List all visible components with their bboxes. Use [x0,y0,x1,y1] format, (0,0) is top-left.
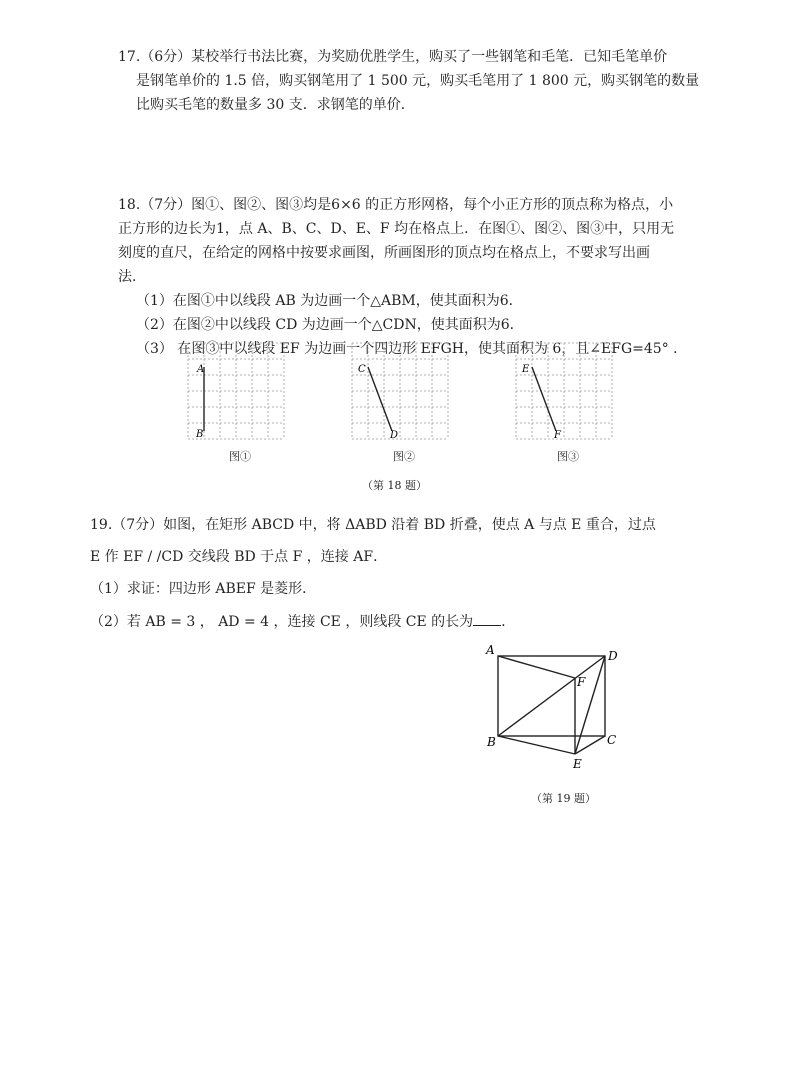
q18-sub-2: （2）在图②中以线段 CD 为边画一个△CDN，使其面积为6． [136,317,524,333]
segment-bd [498,656,605,736]
segment-ef [532,367,556,431]
q19-line-2: E 作 EF / /CD 交线段 BD 于点 F ，连接 AF． [90,549,388,565]
q19-line-1: 19.（7分）如图，在矩形 ABCD 中，将 ΔABD 沿着 BD 折叠，使点 A 与点 E 重合，过点 [90,517,656,533]
label-a: A [486,643,495,657]
q18-line-4: 法． [118,269,146,285]
q19-caption: （第 19 题） [531,792,596,805]
point-c-label: C [358,364,366,375]
point-d-label: D [390,430,399,441]
q17-line-1: 17.（6分）某校举行书法比赛，为奖励优胜学生，购买了一些钢笔和毛笔．已知毛笔单价 [118,49,668,65]
label-d: D [608,649,618,663]
segment-cd [368,367,392,431]
q19-part-1: （1）求证：四边形 ABEF 是菱形． [90,581,317,597]
q19-figure [478,636,628,776]
point-b-label: B [196,429,204,440]
q17-line-2: 是钢笔单价的 1.5 倍，购买钢笔用了 1 500 元，购买毛笔用了 1 800 元，购买钢笔的数量 [136,73,700,89]
q18-sub-3: （3） 在图③中以线段 EF 为边画一个四边形 EFGH，使其面积为 6，且∠EFG=45° ． [136,341,688,357]
point-e-label: E [522,364,530,375]
label-c: C [607,733,617,747]
q18-line-1: 18.（7分）图①、图②、图③均是6×6 的正方形网格，每个小正方形的顶点称为格点，小 [118,197,674,213]
q18-line-3: 刻度的直尺，在给定的网格中按要求画图，所画图形的顶点均在格点上，不要求写出画 [118,245,650,261]
q19-part-2 [90,612,515,631]
q18-figure-3 [508,340,628,446]
q18-figure-3-caption: 图③ [557,450,579,463]
point-a-label: A [197,364,205,375]
q19-part-2-text: （2）若 AB = 3 ， AD = 4 ，连接 CE ，则线段 CE 的长为 [90,614,474,630]
q17-line-3: 比购买毛笔的数量多 30 支．求钢笔的单价． [136,97,415,113]
q18-line-2: 正方形的边长为1，点 A、B、C、D、E、F 均在格点上．在图①、图②、图③中，只用无 [118,221,675,237]
q18-figure-1-caption: 图① [229,450,251,463]
q18-figure-2 [344,340,464,446]
point-f-label: F [554,430,561,441]
label-e: E [573,757,582,771]
q18-figure-2-caption: 图② [393,450,415,463]
segment-be [498,736,575,754]
q18-figure-1 [180,340,300,446]
q19-part-2-end: ． [501,614,516,630]
q18-caption: （第 18 题） [362,479,427,492]
answer-blank [473,612,501,626]
label-b: B [487,735,496,749]
segment-af [498,656,575,678]
label-f: F [577,675,586,689]
q18-sub-1: （1）在图①中以线段 AB 为边画一个△ABM，使其面积为6． [136,293,523,309]
